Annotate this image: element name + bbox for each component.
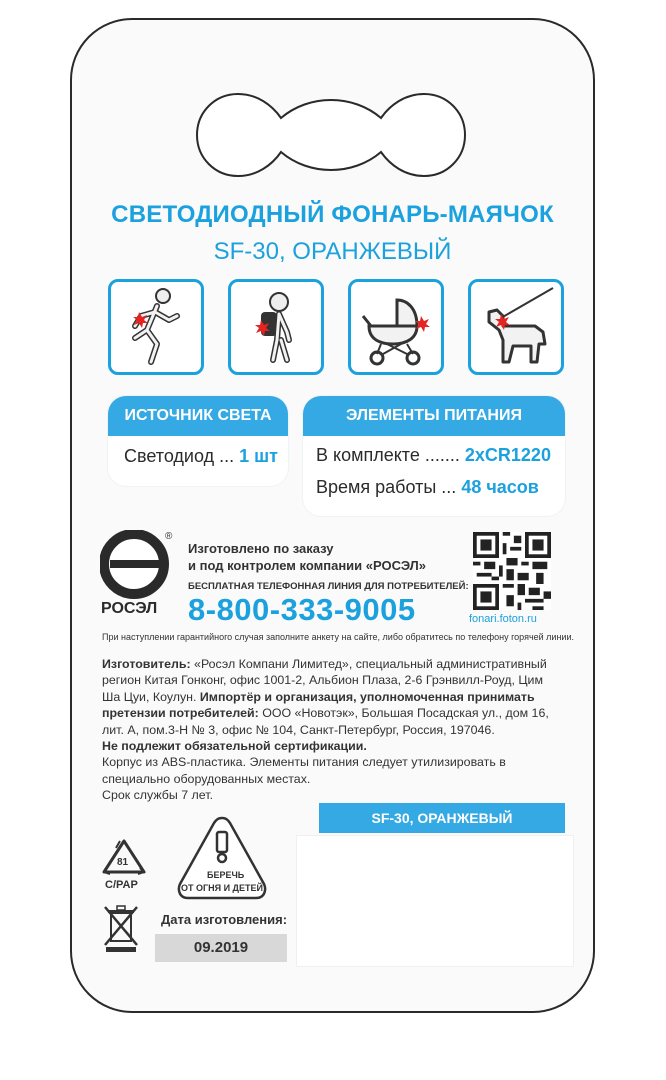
dog-leash-icon — [468, 279, 564, 375]
power-header: ЭЛЕМЕНТЫ ПИТАНИЯ — [303, 396, 565, 436]
model-bar: SF-30, ОРАНЖЕВЫЙ — [319, 803, 565, 833]
registered-mark: ® — [165, 531, 173, 542]
hotline-label: БЕСПЛАТНАЯ ТЕЛЕФОННАЯ ЛИНИЯ ДЛЯ ПОТРЕБИТЕЛЕЙ: — [188, 581, 469, 592]
light-source-panel — [108, 396, 288, 486]
crossed-bin-icon — [103, 903, 139, 953]
qr-code-icon[interactable] — [473, 532, 551, 610]
importer-label: Импортёр и организация, уполномоченная принимать претензии потребителей: — [102, 689, 535, 721]
power-kit-value: 2xCR1220 — [464, 445, 551, 465]
material-note: Корпус из ABS-пластика. Элементы питания следует утилизировать в специально оборудованных местах. — [102, 755, 506, 786]
lifetime-note: Срок службы 7 лет. — [102, 788, 214, 803]
recycle-label: C/PAP — [105, 879, 138, 891]
production-date-label: Дата изготовления: — [161, 912, 288, 927]
power-time-value: 48 часов — [461, 477, 539, 497]
warning-line2: ОТ ОГНЯ И ДЕТЕЙ — [181, 883, 263, 893]
maker-text: «Росэл Компани Лимитед», специальный административный регион Китая Гонконг, офис 1001-2, Альбион Плаза, 2-6 Грэнвилл-Роуд, Цим Ша Цуи, Коулун. — [102, 657, 547, 704]
runner-icon — [108, 279, 204, 375]
label-area — [297, 836, 573, 966]
power-panel — [303, 396, 565, 516]
child-backpack-icon — [228, 279, 324, 375]
production-date-value: 09.2019 — [155, 934, 287, 962]
stroller-icon — [348, 279, 444, 375]
power-kit-label: В комплекте ....... — [316, 445, 460, 465]
recycle-code: 81 — [117, 857, 129, 868]
light-source-value: 1 шт — [239, 446, 278, 466]
made-line1: Изготовлено по заказу — [188, 541, 334, 556]
certification-note: Не подлежит обязательной сертификации. — [102, 739, 367, 754]
maker-label: Изготовитель: — [102, 657, 191, 671]
logo-text: РОСЭЛ — [101, 600, 158, 617]
legal-text — [102, 656, 562, 804]
hanger-hole-icon — [195, 92, 467, 178]
made-line2: и под контролем компании «РОСЭЛ» — [188, 558, 426, 573]
hotline-phone[interactable]: 8-800-333-9005 — [188, 592, 416, 627]
warning-line1: БЕРЕЧЬ — [207, 870, 245, 880]
product-subtitle: SF-30, ОРАНЖЕВЫЙ — [213, 238, 452, 265]
website-link[interactable]: fonari.foton.ru — [469, 613, 537, 625]
power-time-label: Время работы ... — [316, 477, 457, 497]
light-source-label: Светодиод ... — [124, 446, 235, 466]
warranty-note: При наступлении гарантийного случая заполните анкету на сайте, либо обратитесь по телефону горячей линии. — [102, 632, 574, 642]
product-title: СВЕТОДИОДНЫЙ ФОНАРЬ-МАЯЧОК — [111, 201, 554, 228]
importer-text: ООО «Новотэк», Большая Посадская ул., дом 16, лит. А, пом.3-Н № 3, офис № 104, Санкт-Петербург, Россия, 197046. — [102, 706, 549, 737]
light-source-header: ИСТОЧНИК СВЕТА — [108, 396, 288, 436]
